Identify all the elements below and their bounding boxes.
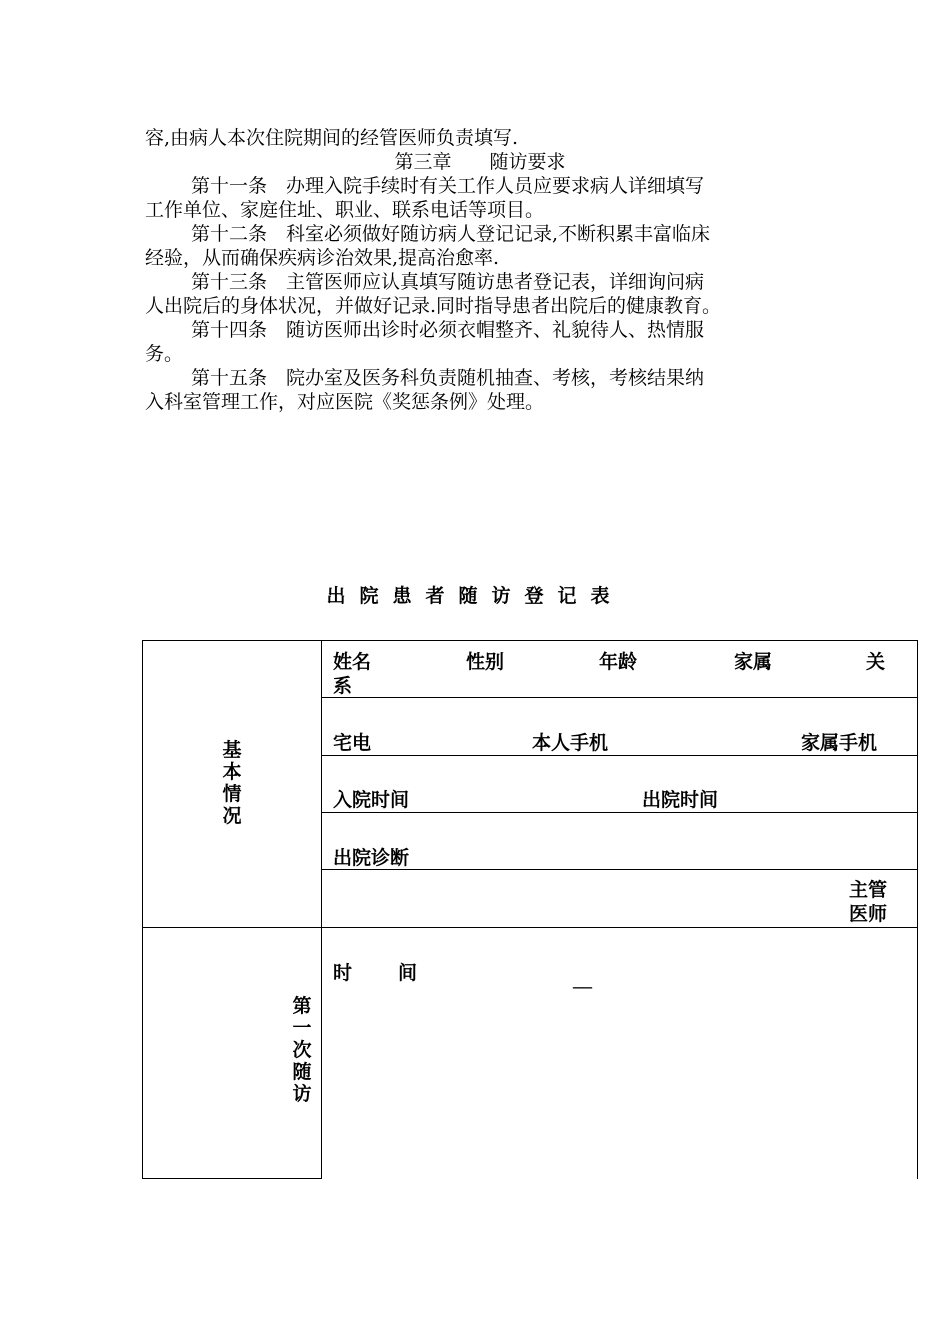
name-label: 姓名 — [333, 651, 372, 673]
section-basic-label: 基本情况 — [222, 739, 242, 827]
gender-label: 性别 — [466, 651, 505, 673]
section-divider — [142, 927, 918, 928]
text-line: 第十一条 办理入院手续时有关工作人员应要求病人详细填写 — [191, 175, 705, 197]
text-line: 入科室管理工作，对应医院《奖惩条例》处理。 — [145, 391, 545, 413]
age-label: 年龄 — [599, 651, 638, 673]
family-label: 家属 — [734, 651, 773, 673]
row-divider — [322, 812, 918, 813]
table-border-top — [142, 640, 918, 641]
text-line: 工作单位、家庭住址、职业、联系电话等项目。 — [145, 199, 545, 221]
discharge-time-label: 出院时间 — [642, 789, 719, 811]
table-border-bottom — [142, 1178, 322, 1179]
regulation-text — [145, 126, 815, 414]
text-line: 第十五条 院办室及医务科负责随机抽查、考核，考核结果纳 — [191, 367, 705, 389]
table-border-left — [142, 640, 143, 1179]
chapter-heading: 第三章 随访要求 — [394, 151, 566, 173]
attending-physician-label-part2: 医师 — [849, 903, 888, 925]
row-divider — [322, 869, 918, 870]
own-mobile-label: 本人手机 — [532, 732, 609, 754]
text-line: 经验，从而确保疾病诊治效果,提高治愈率. — [145, 247, 500, 269]
column-divider — [321, 640, 322, 1179]
admission-time-label: 入院时间 — [333, 789, 410, 811]
home-phone-label: 宅电 — [333, 732, 372, 754]
text-line: 第十四条 随访医师出诊时必须衣帽整齐、礼貌待人、热情服 — [191, 319, 705, 341]
visit-time-label-part1: 时 — [333, 962, 353, 984]
text-line: 第十三条 主管医师应认真填写随访患者登记表，详细询问病 — [191, 271, 705, 293]
text-line: 务。 — [145, 343, 184, 365]
blank-underline: __ — [573, 967, 592, 989]
section-first-visit-label: 第一次随访 — [292, 995, 312, 1105]
visit-time-label-part2: 间 — [398, 962, 418, 984]
relation-label-part2: 系 — [333, 675, 353, 697]
text-line: 容,由病人本次住院期间的经管医师负责填写. — [145, 127, 519, 149]
row-divider — [322, 697, 918, 698]
text-line: 第十二条 科室必须做好随访病人登记记录,不断积累丰富临床 — [191, 223, 711, 245]
relation-label-part1: 关 — [866, 651, 886, 673]
row-divider — [322, 755, 918, 756]
form-title: 出院患者随访登记表 — [326, 585, 624, 607]
table-border-right — [917, 640, 918, 1179]
text-line: 人出院后的身体状况，并做好记录.同时指导患者出院后的健康教育。 — [145, 295, 722, 317]
attending-physician-label-part1: 主管 — [849, 879, 888, 901]
family-mobile-label: 家属手机 — [801, 732, 878, 754]
discharge-diagnosis-label: 出院诊断 — [333, 847, 410, 869]
